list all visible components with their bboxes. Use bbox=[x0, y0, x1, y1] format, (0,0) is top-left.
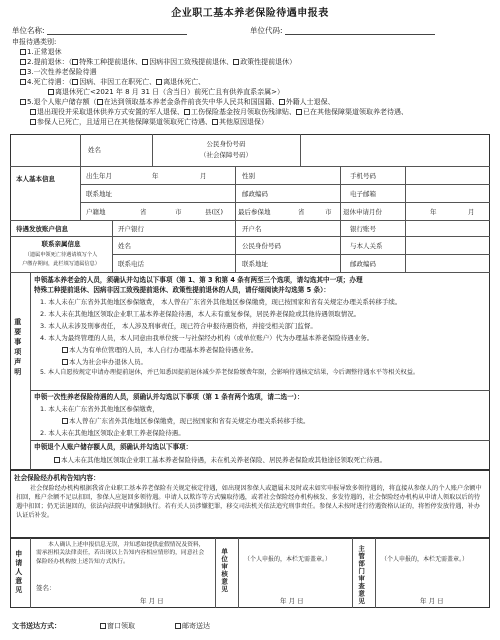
type-5: 5.退个人账户储存额（ 在达到领取基本养老金条件前丧失中华人民共和国国籍、 外籍人士退保、 bbox=[20, 98, 335, 107]
lump-sum-item-1b[interactable]: 本人曾在广东省外其他地区参保缴费，现已按国家和省有关规定办理关系转移手续。 bbox=[62, 417, 310, 425]
form-title: 企业职工基本养老保险待遇申报表 bbox=[171, 8, 329, 19]
bank-info-label: 待遇发放账户信息 bbox=[16, 225, 68, 233]
checkbox[interactable] bbox=[20, 59, 26, 65]
divider bbox=[30, 538, 31, 608]
checkbox[interactable] bbox=[175, 623, 181, 629]
delivery-mail-option[interactable]: 邮寄送达 bbox=[175, 622, 210, 631]
hukou-county: 县(区) bbox=[205, 208, 224, 216]
hukou-province: 省 bbox=[140, 208, 147, 216]
divider bbox=[235, 166, 236, 220]
account-holder-label: 开户名 bbox=[242, 225, 262, 233]
checkbox[interactable] bbox=[20, 69, 26, 75]
dept-opinion-note: （个人申报的，本栏无需盖章。） bbox=[381, 556, 469, 563]
divider bbox=[30, 390, 490, 391]
unit-name-label: 单位名称: bbox=[12, 26, 45, 35]
relative-address-label: 联系地址 bbox=[242, 260, 268, 268]
checkbox[interactable] bbox=[30, 119, 36, 125]
unit-opinion-label: 单位审核意见 bbox=[220, 548, 229, 593]
last-insured-city: 市 bbox=[325, 208, 332, 216]
checkbox[interactable] bbox=[20, 49, 26, 55]
checkbox[interactable] bbox=[62, 418, 68, 424]
divider bbox=[80, 184, 490, 185]
notice-body: 社会保险经办机构根据我省企业职工基本养老保险有关规定核定待遇，如出现因参保人或遗属未及时或未如实申报导致多领待遇的，将直接从参保人的个人账户余额中扣回，账户余额不足以扣回，参保人应退回多领待遇。申请人以欺诈等方式骗取待遇，或者社会保险经办机构核发、多发待遇的，社会保险经办机构从申请人领取以后的待遇中扣回；仍无法退回的，依法向法院申请强制执行。若有关人员涉嫌犯罪，移交司法机关依法追究刑事责任。参保人未按时进行待遇资格认证的，将暂停发放待遇，补办认证后补发。 bbox=[16, 485, 482, 519]
relative-postcode-label: 邮政编码 bbox=[350, 260, 376, 268]
birth-month-label: 月 bbox=[200, 172, 207, 180]
type-5-line2: 退出现役并采取退休供养方式安置的军人退保、 工伤保险基金按月领取伤残津贴、 已在其他保障渠道领取养老待遇、 bbox=[30, 108, 408, 117]
declaration-heading-1b: 特殊工种提前退休、因病非因工致残提前退休、政策性提前退休的人员，请仔细阅读并勾选第 5 条）： bbox=[34, 286, 331, 294]
checkbox[interactable] bbox=[156, 79, 162, 85]
relative-note-1: （遗属申领死亡待遇请填写个人 bbox=[24, 252, 98, 258]
last-insured-province: 省 bbox=[298, 208, 305, 216]
applicant-statement: 本人确认上述申报信息无误，并知悉如提供虚假情况及资料，需承担相关法律责任，若出现以上告知内容相应情形的，同意社会保险经办机构按上述告知方式执行。 bbox=[36, 542, 205, 565]
declaration-vertical-label: 重要事项声明 bbox=[13, 318, 22, 378]
divider bbox=[352, 538, 353, 608]
type-1[interactable]: 1.正常退休 bbox=[20, 48, 62, 57]
applicant-opinion-label: 申请人意见 bbox=[14, 550, 23, 595]
divider bbox=[10, 272, 490, 273]
type-4c: 离退休死亡<2021 年 8 月 31 日（含当日）前死亡且有供养直系亲属>） bbox=[48, 88, 284, 97]
divider bbox=[300, 134, 301, 166]
declaration-item-4[interactable]: 4. 本人为最终管理的人员，本人同意由我单位统一与社保经办机构（或单位账户）代为办理基本养老保险待遇业务。 bbox=[40, 334, 374, 342]
type-5-line3: 参保人已死亡，且适用已在其他保障渠道领取死亡待遇、 其他原因退保） bbox=[30, 118, 268, 127]
relative-relation-label: 与本人关系 bbox=[350, 242, 383, 250]
basic-info-label: 本人基本信息 bbox=[16, 175, 55, 183]
type-3[interactable]: 3.一次性养老保险待遇 bbox=[20, 68, 97, 77]
gender-label: 性别 bbox=[242, 172, 255, 180]
declaration-item-5[interactable]: 5. 本人自愿按规定申请办理提前退休，并已知悉因提前退休减少养老保险缴费年限，会影响待遇核定结果，今后调整待遇水平等相关权益。 bbox=[40, 369, 420, 376]
retire-month-label: 退休申请月份 bbox=[343, 208, 382, 216]
name-label: 姓名 bbox=[88, 146, 101, 154]
lump-sum-item-2[interactable]: 2. 本人未在其他地区领取企业职工养老保险待遇。 bbox=[40, 429, 185, 437]
divider bbox=[112, 236, 113, 272]
divider bbox=[112, 254, 490, 255]
checkbox[interactable] bbox=[212, 119, 218, 125]
unit-code-field[interactable] bbox=[250, 26, 435, 35]
type-4: 4.死亡待遇：（ 因病、非因工在职死亡、 离退休死亡、 bbox=[20, 78, 205, 87]
hukou-city: 市 bbox=[175, 208, 182, 216]
checkbox[interactable] bbox=[72, 79, 78, 85]
divider bbox=[215, 538, 216, 608]
checkbox[interactable] bbox=[20, 99, 26, 105]
applicant-date: 年 月 日 bbox=[140, 597, 164, 605]
hukou-label: 户籍地 bbox=[86, 208, 106, 216]
checkbox[interactable] bbox=[48, 89, 54, 95]
relative-note-2: 户缴存期间，此栏填写遗属信息） bbox=[22, 261, 100, 267]
declaration-heading-1: 申领基本养老金的人员，须确认并勾选以下事项（第 1、第 3 和第 4 条有两至三个选项，请勾选其中一项；办理 bbox=[34, 276, 363, 284]
bank-account-label: 银行账号 bbox=[350, 225, 376, 233]
retire-month-unit: 月 bbox=[468, 208, 475, 216]
unit-code-line bbox=[285, 34, 435, 35]
declaration-item-4c[interactable]: 本人为社会申办退休人员。 bbox=[62, 358, 147, 366]
divider bbox=[340, 220, 341, 272]
last-insured-label: 最后参保地 bbox=[238, 208, 271, 216]
checkbox[interactable] bbox=[279, 99, 285, 105]
divider bbox=[238, 538, 239, 608]
checkbox[interactable] bbox=[54, 457, 60, 463]
dept-date: 年 月 日 bbox=[420, 597, 444, 605]
checkbox[interactable] bbox=[233, 59, 239, 65]
divider bbox=[405, 166, 406, 220]
divider bbox=[80, 202, 490, 203]
id-no-label: 公民身份号码 bbox=[206, 140, 246, 148]
id-no-sub-label: （社会保障号码） bbox=[200, 151, 252, 159]
birth-year-label: 年 bbox=[152, 172, 159, 180]
type-2: 2.提前退休：（ 特殊工种提前退休、 因病非因工致残提前退休、 政策性提前退休） bbox=[20, 58, 296, 67]
relative-name-label: 姓名 bbox=[118, 242, 131, 250]
delivery-window-option[interactable]: 窗口领取 bbox=[100, 622, 135, 631]
checkbox[interactable] bbox=[20, 79, 26, 85]
declaration-heading-3: 申领退个人账户储存额人员，须确认并勾选以下事项： bbox=[34, 443, 193, 451]
divider bbox=[340, 166, 341, 220]
types-heading: 申报待遇类别: bbox=[12, 38, 57, 46]
divider bbox=[80, 134, 81, 220]
declaration-item-4b[interactable]: 本人为有单位管理的人员，本人自行办理基本养老保险待遇业务。 bbox=[62, 346, 258, 354]
checkbox[interactable] bbox=[30, 109, 36, 115]
checkbox[interactable] bbox=[62, 359, 68, 365]
unit-opinion-note: （个人申报的，本栏无需盖章。） bbox=[244, 556, 332, 563]
divider bbox=[30, 440, 490, 441]
retire-year-label: 年 bbox=[430, 208, 437, 216]
divider bbox=[405, 220, 406, 272]
unit-code-label: 单位代码: bbox=[250, 26, 283, 35]
relative-info-label: 联系亲属信息 bbox=[41, 240, 81, 248]
refund-item-1[interactable]: 本人未在其他地区领取企业职工基本养老保险待遇，未在机关养老保险、居民养老保险或其他途径领取死亡待遇。 bbox=[54, 456, 386, 464]
unit-name-line bbox=[47, 34, 187, 35]
signature-label: 签名： bbox=[36, 584, 56, 592]
checkbox[interactable] bbox=[184, 109, 190, 115]
notice-heading: 社会保险经办机构告知内容： bbox=[14, 474, 100, 482]
divider bbox=[375, 538, 376, 608]
checkbox[interactable] bbox=[62, 347, 68, 353]
delivery-label: 文书送达方式： bbox=[12, 622, 61, 630]
checkbox[interactable] bbox=[142, 59, 148, 65]
lump-sum-item-1[interactable]: 1. 本人未在广东省外其他地区参保缴费， bbox=[40, 405, 159, 413]
checkbox[interactable] bbox=[72, 59, 78, 65]
declaration-heading-2: 申领一次性养老保险待遇的人员，须确认并勾选以下事项（第 1 条有两个选项，请二选一）： bbox=[34, 393, 304, 401]
phone-label: 手机号码 bbox=[350, 172, 376, 180]
declaration-item-1[interactable]: 1. 本人未在广东省外其他地区参保缴费， 本人曾在广东省外其他地区参保缴费，现已按国家和省有关规定办理关系转移手续。 bbox=[40, 298, 402, 306]
relative-phone-label: 联系电话 bbox=[118, 260, 144, 268]
postcode-label: 邮政编码 bbox=[242, 190, 268, 198]
relative-id-label: 公民身份号码 bbox=[242, 242, 281, 250]
dept-opinion-label: 主管部门审查意见 bbox=[357, 545, 366, 605]
declaration-item-3[interactable]: 3. 本人从未涉及刑事责任， 本人涉及刑事责任，现已符合申报待遇资格，并接受相关部门监督。 bbox=[40, 322, 317, 330]
birth-label: 出生年月 bbox=[86, 172, 112, 180]
divider bbox=[235, 220, 236, 272]
contact-address-label: 联系地址 bbox=[86, 190, 112, 198]
email-label: 电子邮箱 bbox=[350, 190, 376, 198]
unit-date: 年 月 日 bbox=[280, 597, 304, 605]
divider bbox=[112, 220, 113, 236]
divider bbox=[152, 134, 153, 166]
checkbox[interactable] bbox=[100, 623, 106, 629]
bank-name-label: 开户银行 bbox=[118, 225, 144, 233]
divider bbox=[10, 220, 490, 221]
divider bbox=[10, 166, 490, 167]
divider bbox=[10, 236, 490, 237]
declaration-item-2[interactable]: 2. 本人未在其他地区领取企业职工基本养老保险待遇，本人未有重复参保，居民养老保险或其他待遇领取情况。 bbox=[40, 310, 361, 318]
unit-name-field[interactable] bbox=[12, 26, 187, 35]
checkbox[interactable] bbox=[97, 99, 103, 105]
checkbox[interactable] bbox=[296, 109, 302, 115]
